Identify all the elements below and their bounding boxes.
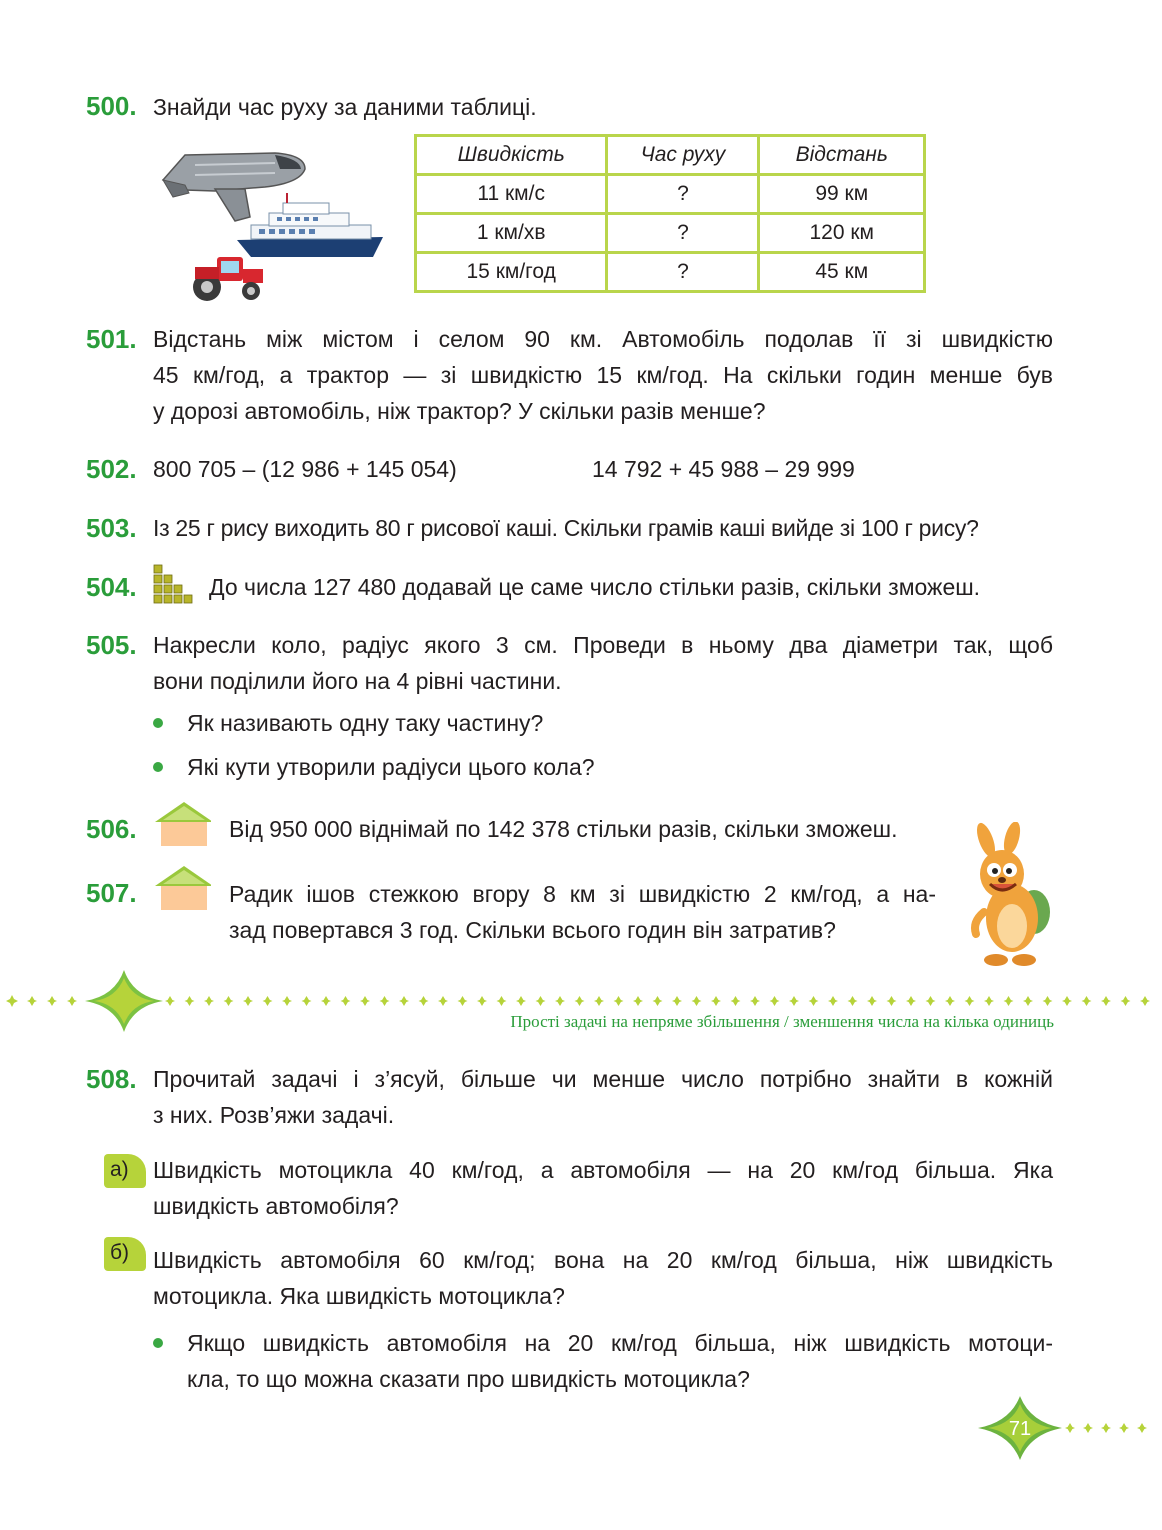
divider-star — [399, 996, 409, 1006]
divider-star — [789, 996, 799, 1006]
divider-star — [438, 996, 448, 1006]
divider-star — [497, 996, 507, 1006]
task-number-508: 508. — [86, 1064, 137, 1094]
subtask-label-b: б) — [104, 1237, 146, 1271]
subtask-label-a: а) — [104, 1154, 146, 1188]
table-header-row — [416, 136, 925, 175]
page-star — [1083, 1423, 1093, 1433]
page-star — [1119, 1423, 1129, 1433]
bullet-text — [187, 1325, 1053, 1397]
task-number-507: 507. — [86, 878, 137, 908]
bullet-dot — [153, 762, 163, 772]
page-star — [1101, 1423, 1111, 1433]
divider-star — [1101, 996, 1111, 1006]
speed-table — [414, 134, 926, 293]
task-line: мотоцикла. Яка швидкість мотоцикла? — [153, 1283, 565, 1309]
divider-star — [458, 996, 468, 1006]
table-cell: 99 км — [759, 175, 925, 214]
divider-star — [867, 996, 877, 1006]
divider-star — [1140, 996, 1150, 1006]
task-number-504: 504. — [86, 572, 137, 602]
task-line: Швидкість автомобіля 60 км/год; вона на 20 км/год більша, ніж швидкість — [153, 1247, 1053, 1273]
table-cell: 15 км/год — [416, 253, 607, 292]
divider-star — [360, 996, 370, 1006]
task-line: Швидкість мотоцикла 40 км/год, а автомобіля — на 20 км/год більша. Яка — [153, 1157, 1053, 1183]
divider-star — [692, 996, 702, 1006]
task-number-506: 506. — [86, 814, 137, 844]
task-text-504: До числа 127 480 додавай це саме число стільки разів, скільки зможеш. — [209, 574, 981, 600]
kangaroo-mascot — [962, 822, 1062, 968]
divider-star — [731, 996, 741, 1006]
divider-star — [380, 996, 390, 1006]
task-text-505 — [153, 627, 1053, 699]
task-number-502: 502. — [86, 454, 137, 484]
task-text-500: Знайди час руху за даними таблиці. — [153, 94, 537, 120]
divider-star — [536, 996, 546, 1006]
subtask-text-b — [153, 1242, 1053, 1314]
bullet-dot — [153, 718, 163, 728]
divider-star — [1121, 996, 1131, 1006]
blocks-icon — [153, 564, 199, 606]
table-cell: 11 км/с — [416, 175, 607, 214]
divider-star — [477, 996, 487, 1006]
task-line: Відстань між містом і селом 90 км. Автомобіль подолав її зі швидкістю — [153, 326, 1053, 352]
divider-star — [516, 996, 526, 1006]
bullet-dot — [153, 1338, 163, 1348]
ship-icon — [237, 193, 383, 257]
divider-star — [419, 996, 429, 1006]
table-cell: ? — [607, 214, 759, 253]
divider-star — [653, 996, 663, 1006]
divider-star — [672, 996, 682, 1006]
divider-star — [243, 996, 253, 1006]
task-line: швидкість автомобіля? — [153, 1193, 399, 1219]
divider-star — [1062, 996, 1072, 1006]
expression-1: 800 705 – (12 986 + 145 054) — [153, 456, 457, 482]
house-icon — [155, 800, 211, 848]
table-row — [416, 253, 925, 292]
task-line: вони поділили його на 4 рівні частини. — [153, 668, 562, 694]
page-star — [1137, 1423, 1147, 1433]
header-time: Час руху — [607, 136, 759, 175]
divider-star — [711, 996, 721, 1006]
divider-star — [1023, 996, 1033, 1006]
divider-star — [809, 996, 819, 1006]
divider-star — [770, 996, 780, 1006]
table-cell: ? — [607, 253, 759, 292]
task-line: Радик ішов стежкою вгору 8 км зі швидкістю 2 км/год, а на- — [229, 881, 936, 907]
divider-star — [302, 996, 312, 1006]
task-text-508 — [153, 1061, 1053, 1133]
task-line: Прочитай задачі і з’ясуй, більше чи менше число потрібно знайти в кожній — [153, 1066, 1053, 1092]
divider-star — [321, 996, 331, 1006]
divider-star — [614, 996, 624, 1006]
table-cell: ? — [607, 175, 759, 214]
divider-star — [594, 996, 604, 1006]
task-number-501: 501. — [86, 324, 137, 354]
divider-star — [984, 996, 994, 1006]
divider-star — [1043, 996, 1053, 1006]
task-line: у дорозі автомобіль, ніж трактор? У скільки разів менше? — [153, 398, 766, 424]
task-number-505: 505. — [86, 630, 137, 660]
table-cell: 45 км — [759, 253, 925, 292]
divider-star — [341, 996, 351, 1006]
divider-star — [906, 996, 916, 1006]
divider-star — [185, 996, 195, 1006]
table-cell: 1 км/хв — [416, 214, 607, 253]
task-text-507 — [229, 876, 936, 948]
table-cell: 120 км — [759, 214, 925, 253]
divider-star — [165, 996, 175, 1006]
page-number-ornament — [970, 1396, 1162, 1460]
header-distance: Відстань — [759, 136, 925, 175]
divider-star — [1004, 996, 1014, 1006]
task-number-503: 503. — [86, 513, 137, 543]
task-line: кла, то що можна сказати про швидкість мотоцикла? — [187, 1366, 750, 1392]
bullet-text: Як називають одну таку частину? — [187, 710, 544, 736]
header-speed: Швидкість — [416, 136, 607, 175]
task-line: Якщо швидкість автомобіля на 20 км/год більша, ніж швидкість мотоци- — [187, 1330, 1053, 1356]
subtask-text-a — [153, 1152, 1053, 1224]
task-line: Накресли коло, радіус якого 3 см. Проведи в ньому два діаметри так, щоб — [153, 632, 1053, 658]
table-row — [416, 175, 925, 214]
vehicles-illustration — [155, 145, 390, 305]
task-line: 45 км/год, а трактор — зі швидкістю 15 км/год. На скільки годин менше був — [153, 362, 1053, 388]
page-star — [1065, 1423, 1075, 1433]
divider-star — [633, 996, 643, 1006]
divider-star — [224, 996, 234, 1006]
divider-star — [828, 996, 838, 1006]
section-title: Прості задачі на непряме збільшення / зменшення числа на кілька одиниць — [510, 1012, 1054, 1031]
divider-star — [887, 996, 897, 1006]
table-row — [416, 214, 925, 253]
house-icon — [155, 864, 211, 912]
divider-star-row — [160, 990, 1162, 1012]
divider-star — [848, 996, 858, 1006]
divider-star — [926, 996, 936, 1006]
task-line: з них. Розв’яжи задачі. — [153, 1102, 395, 1128]
task-text-501 — [153, 321, 1053, 429]
divider-star — [1082, 996, 1092, 1006]
expression-2: 14 792 + 45 988 – 29 999 — [592, 456, 855, 482]
bullet-text: Які кути утворили радіуси цього кола? — [187, 754, 595, 780]
divider-star — [945, 996, 955, 1006]
divider-star — [555, 996, 565, 1006]
task-text-503: Із 25 г рису виходить 80 г рисової каші. Скільки грамів каші вийде зі 100 г рису? — [153, 515, 979, 541]
divider-star — [575, 996, 585, 1006]
divider-star — [750, 996, 760, 1006]
page-number: 71 — [1008, 1418, 1032, 1440]
divider-star — [263, 996, 273, 1006]
divider-star — [965, 996, 975, 1006]
divider-star — [204, 996, 214, 1006]
task-line: зад повертався 3 год. Скільки всього годин він затратив? — [229, 917, 836, 943]
task-number-500: 500. — [86, 91, 137, 121]
divider-star — [282, 996, 292, 1006]
tractor-icon — [193, 257, 263, 301]
task-text-506: Від 950 000 віднімай по 142 378 стільки разів, скільки зможеш. — [229, 816, 898, 842]
